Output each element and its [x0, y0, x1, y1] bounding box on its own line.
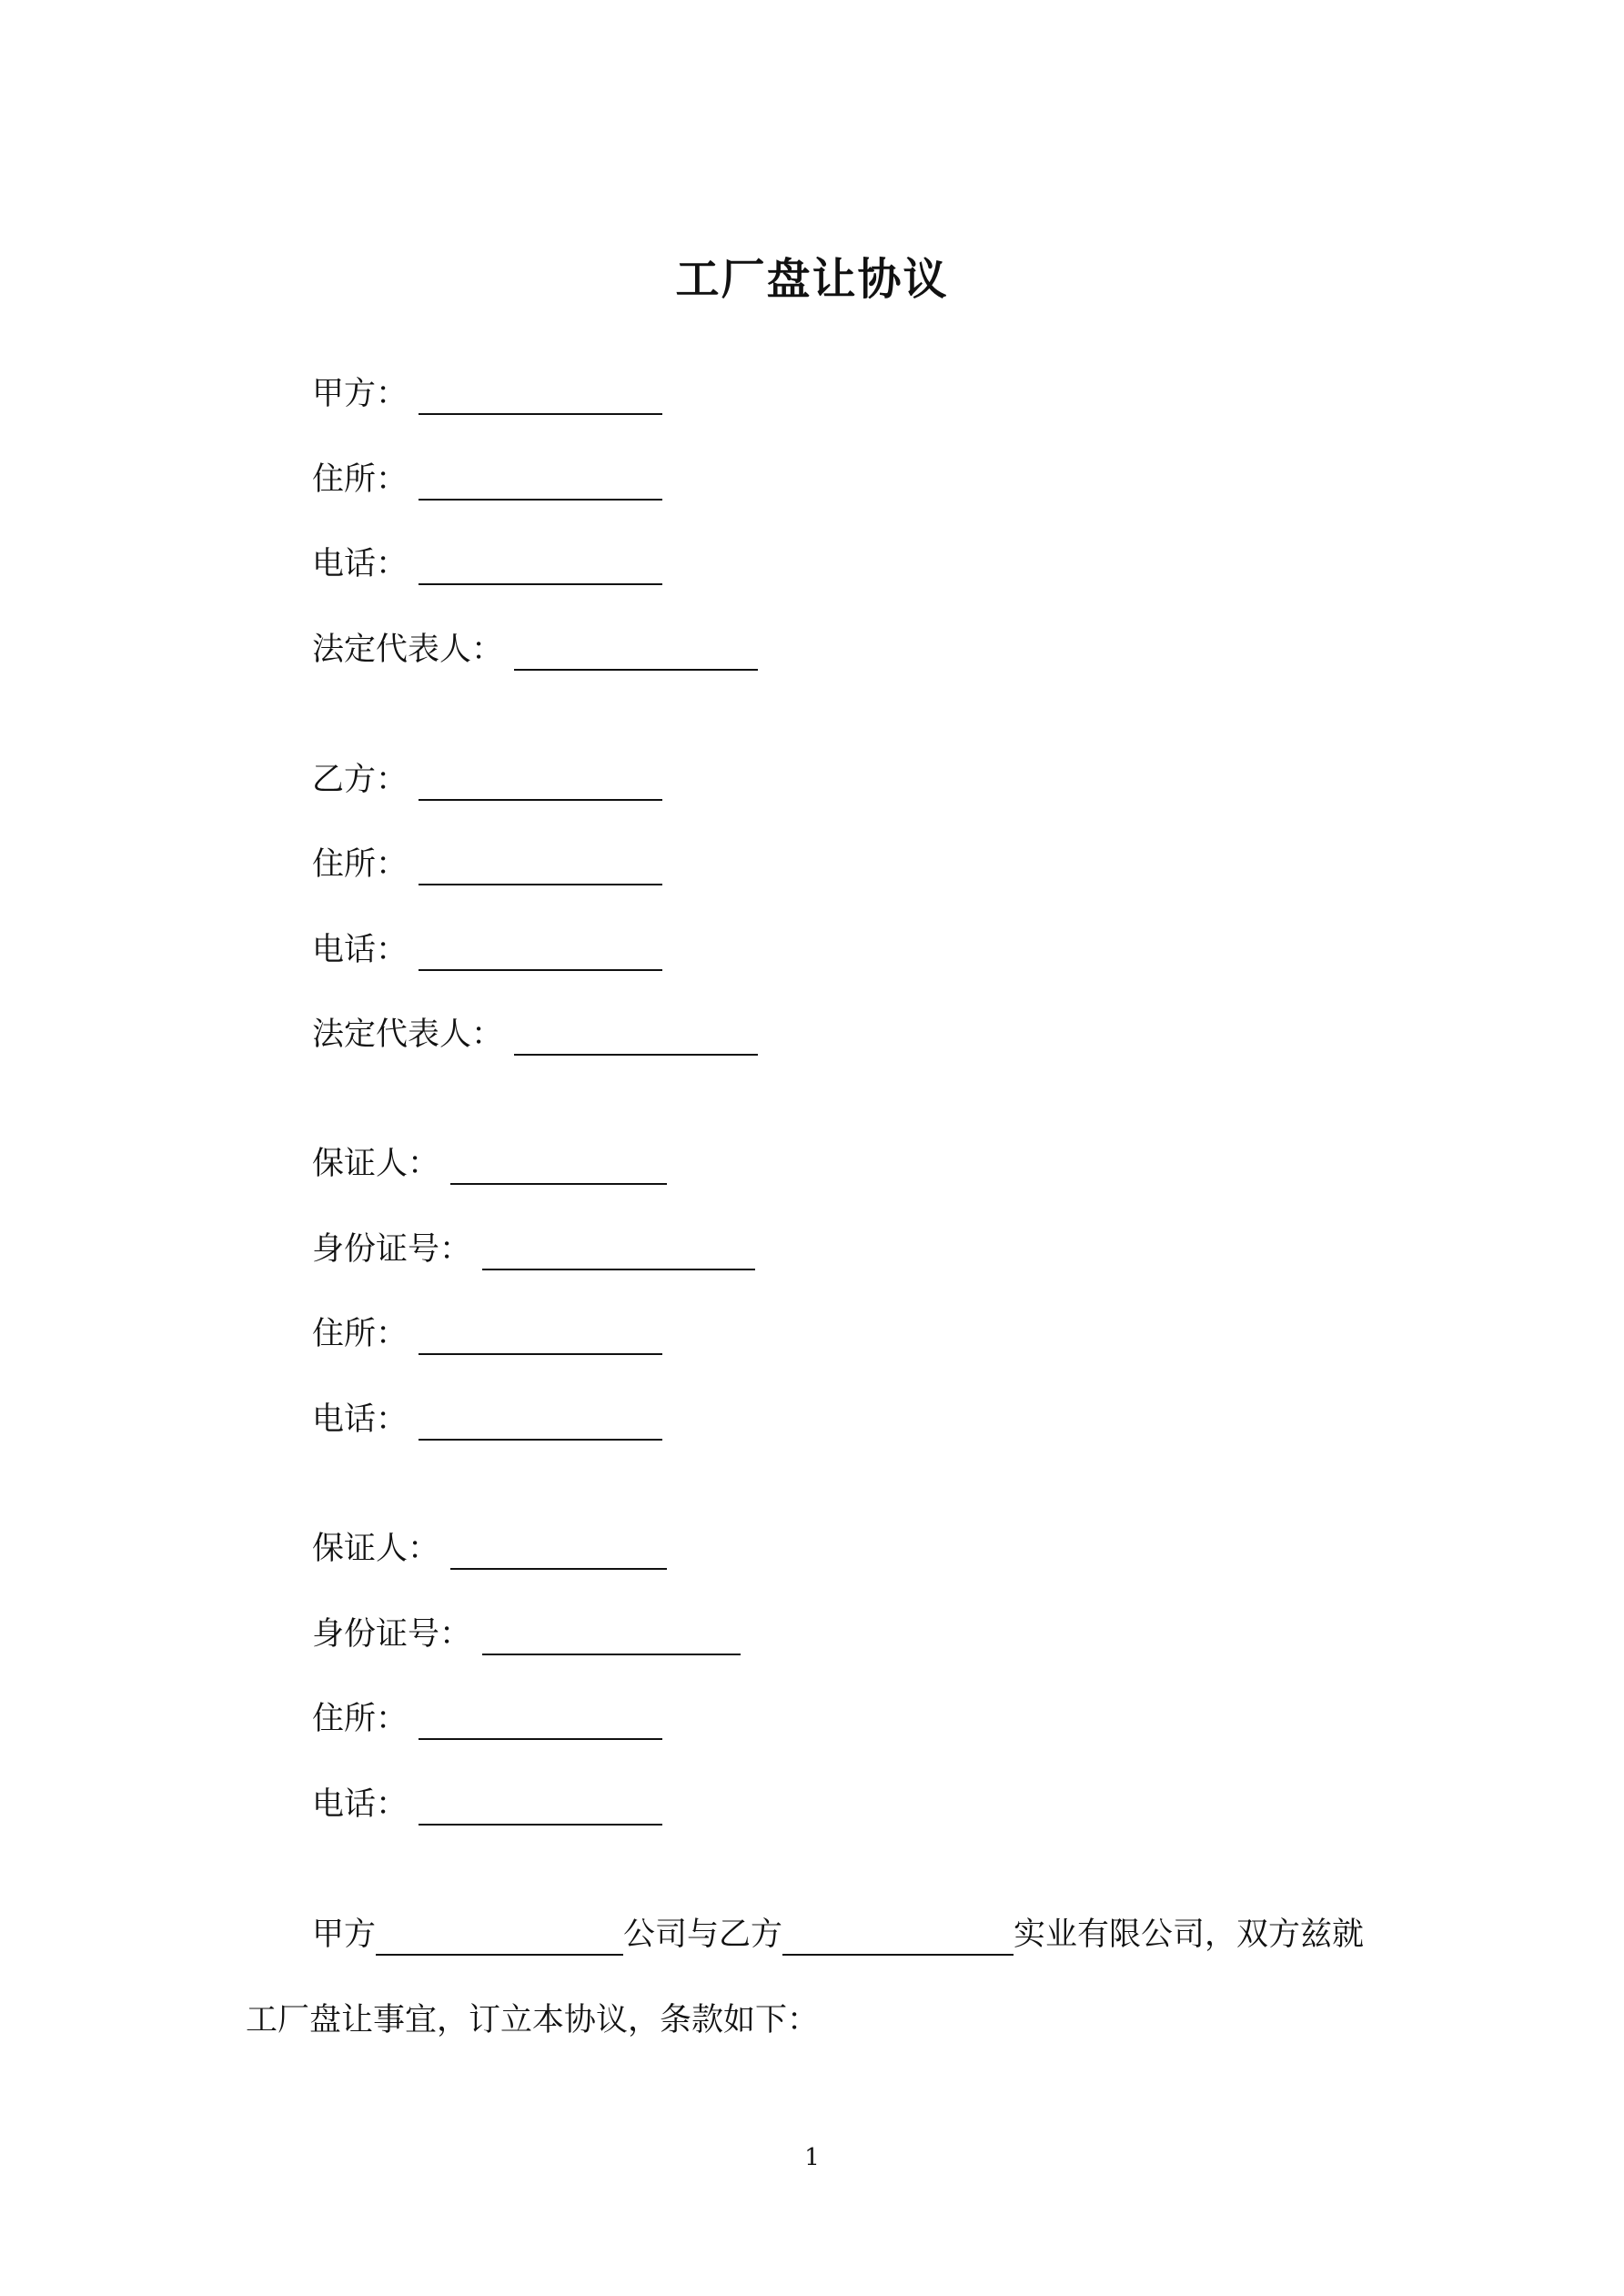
guarantor-1-name-label: 保证人： [312, 1146, 440, 1182]
guarantor-1-address-field [312, 1313, 662, 1355]
party-b-rep-label: 法定代表人： [312, 1017, 504, 1053]
document-title: 工厂盘让协议 [675, 254, 949, 305]
preamble-text-3: 实业有限公司，双方兹就 [1014, 1917, 1365, 1953]
preamble-line-2 [246, 1999, 819, 2041]
party-a-rep-field [312, 629, 758, 671]
guarantor-2-phone-label: 电话： [312, 1786, 409, 1823]
page-number: 1 [804, 2144, 820, 2171]
party-b-rep-field [312, 1014, 758, 1056]
party-b-address-label: 住所： [312, 846, 409, 883]
party-b-address-field [312, 844, 662, 885]
guarantor-2-phone-field [312, 1784, 662, 1826]
party-a-address-blank [419, 468, 662, 501]
party-b-name-blank [419, 768, 662, 801]
preamble-blank-2 [782, 1923, 1014, 1956]
guarantor-1-phone-field [312, 1399, 662, 1441]
party-a-rep-label: 法定代表人： [312, 632, 504, 668]
party-a-name-field [312, 373, 662, 415]
guarantor-2-address-blank [419, 1707, 662, 1740]
party-b-phone-blank [419, 938, 662, 971]
party-b-phone-field [312, 929, 662, 971]
guarantor-1-phone-label: 电话： [312, 1401, 409, 1438]
preamble-line-1 [312, 1914, 1364, 1956]
guarantor-1-phone-blank [419, 1408, 662, 1441]
party-a-name-label: 甲方： [312, 376, 409, 412]
party-b-name-field [312, 759, 662, 801]
guarantor-1-name-field [312, 1143, 667, 1185]
guarantor-1-name-blank [450, 1152, 667, 1185]
guarantor-2-name-blank [450, 1537, 667, 1570]
party-b-name-label: 乙方： [312, 762, 409, 798]
party-a-phone-blank [419, 552, 662, 585]
guarantor-2-phone-blank [419, 1793, 662, 1826]
guarantor-2-name-field [312, 1528, 667, 1570]
party-a-address-field [312, 459, 662, 501]
preamble-text-1: 甲方 [312, 1917, 377, 1953]
guarantor-1-id-blank [482, 1238, 755, 1270]
guarantor-1-id-field [312, 1229, 755, 1270]
party-b-rep-blank [514, 1023, 758, 1056]
party-a-rep-blank [514, 638, 758, 671]
guarantor-2-id-blank [482, 1623, 741, 1655]
guarantor-2-name-label: 保证人： [312, 1531, 440, 1567]
guarantor-2-address-label: 住所： [312, 1701, 409, 1737]
preamble-blank-1 [376, 1923, 623, 1956]
party-b-address-blank [419, 853, 662, 885]
guarantor-1-id-label: 身份证号： [312, 1231, 472, 1268]
preamble-text-4: 工厂盘让事宜，订立本协议，条款如下： [246, 2002, 820, 2038]
guarantor-1-address-label: 住所： [312, 1316, 409, 1352]
guarantor-1-address-blank [419, 1322, 662, 1355]
guarantor-2-address-field [312, 1698, 662, 1740]
guarantor-2-id-label: 身份证号： [312, 1616, 472, 1653]
preamble-text-2: 公司与乙方 [623, 1917, 783, 1953]
party-a-name-blank [419, 382, 662, 415]
party-a-address-label: 住所： [312, 461, 409, 498]
guarantor-2-id-field [312, 1613, 741, 1655]
party-a-phone-label: 电话： [312, 546, 409, 582]
party-b-phone-label: 电话： [312, 932, 409, 968]
party-a-phone-field [312, 543, 662, 585]
